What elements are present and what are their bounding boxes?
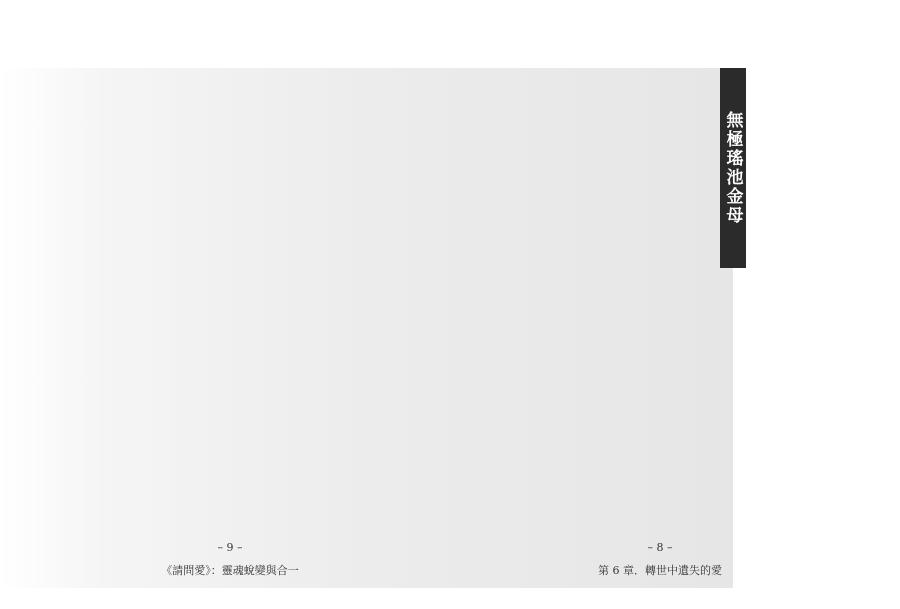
outer-margin-text	[760, 86, 860, 526]
left-page	[60, 68, 400, 538]
right-page-running-title: 第 6 章．轉世中遺失的愛	[598, 564, 722, 577]
left-page-body-text	[60, 82, 400, 522]
left-page-footer	[110, 541, 350, 578]
right-page	[430, 68, 710, 538]
left-page-running-title: 《請問愛》：靈魂蛻變與合一	[161, 564, 299, 577]
right-page-footer	[540, 541, 780, 578]
right-page-body-text	[430, 82, 710, 522]
right-page-number: – 8 –	[647, 541, 673, 554]
chapter-side-tab: 無極瑤池金母	[720, 68, 746, 268]
left-page-number: – 9 –	[217, 541, 243, 554]
